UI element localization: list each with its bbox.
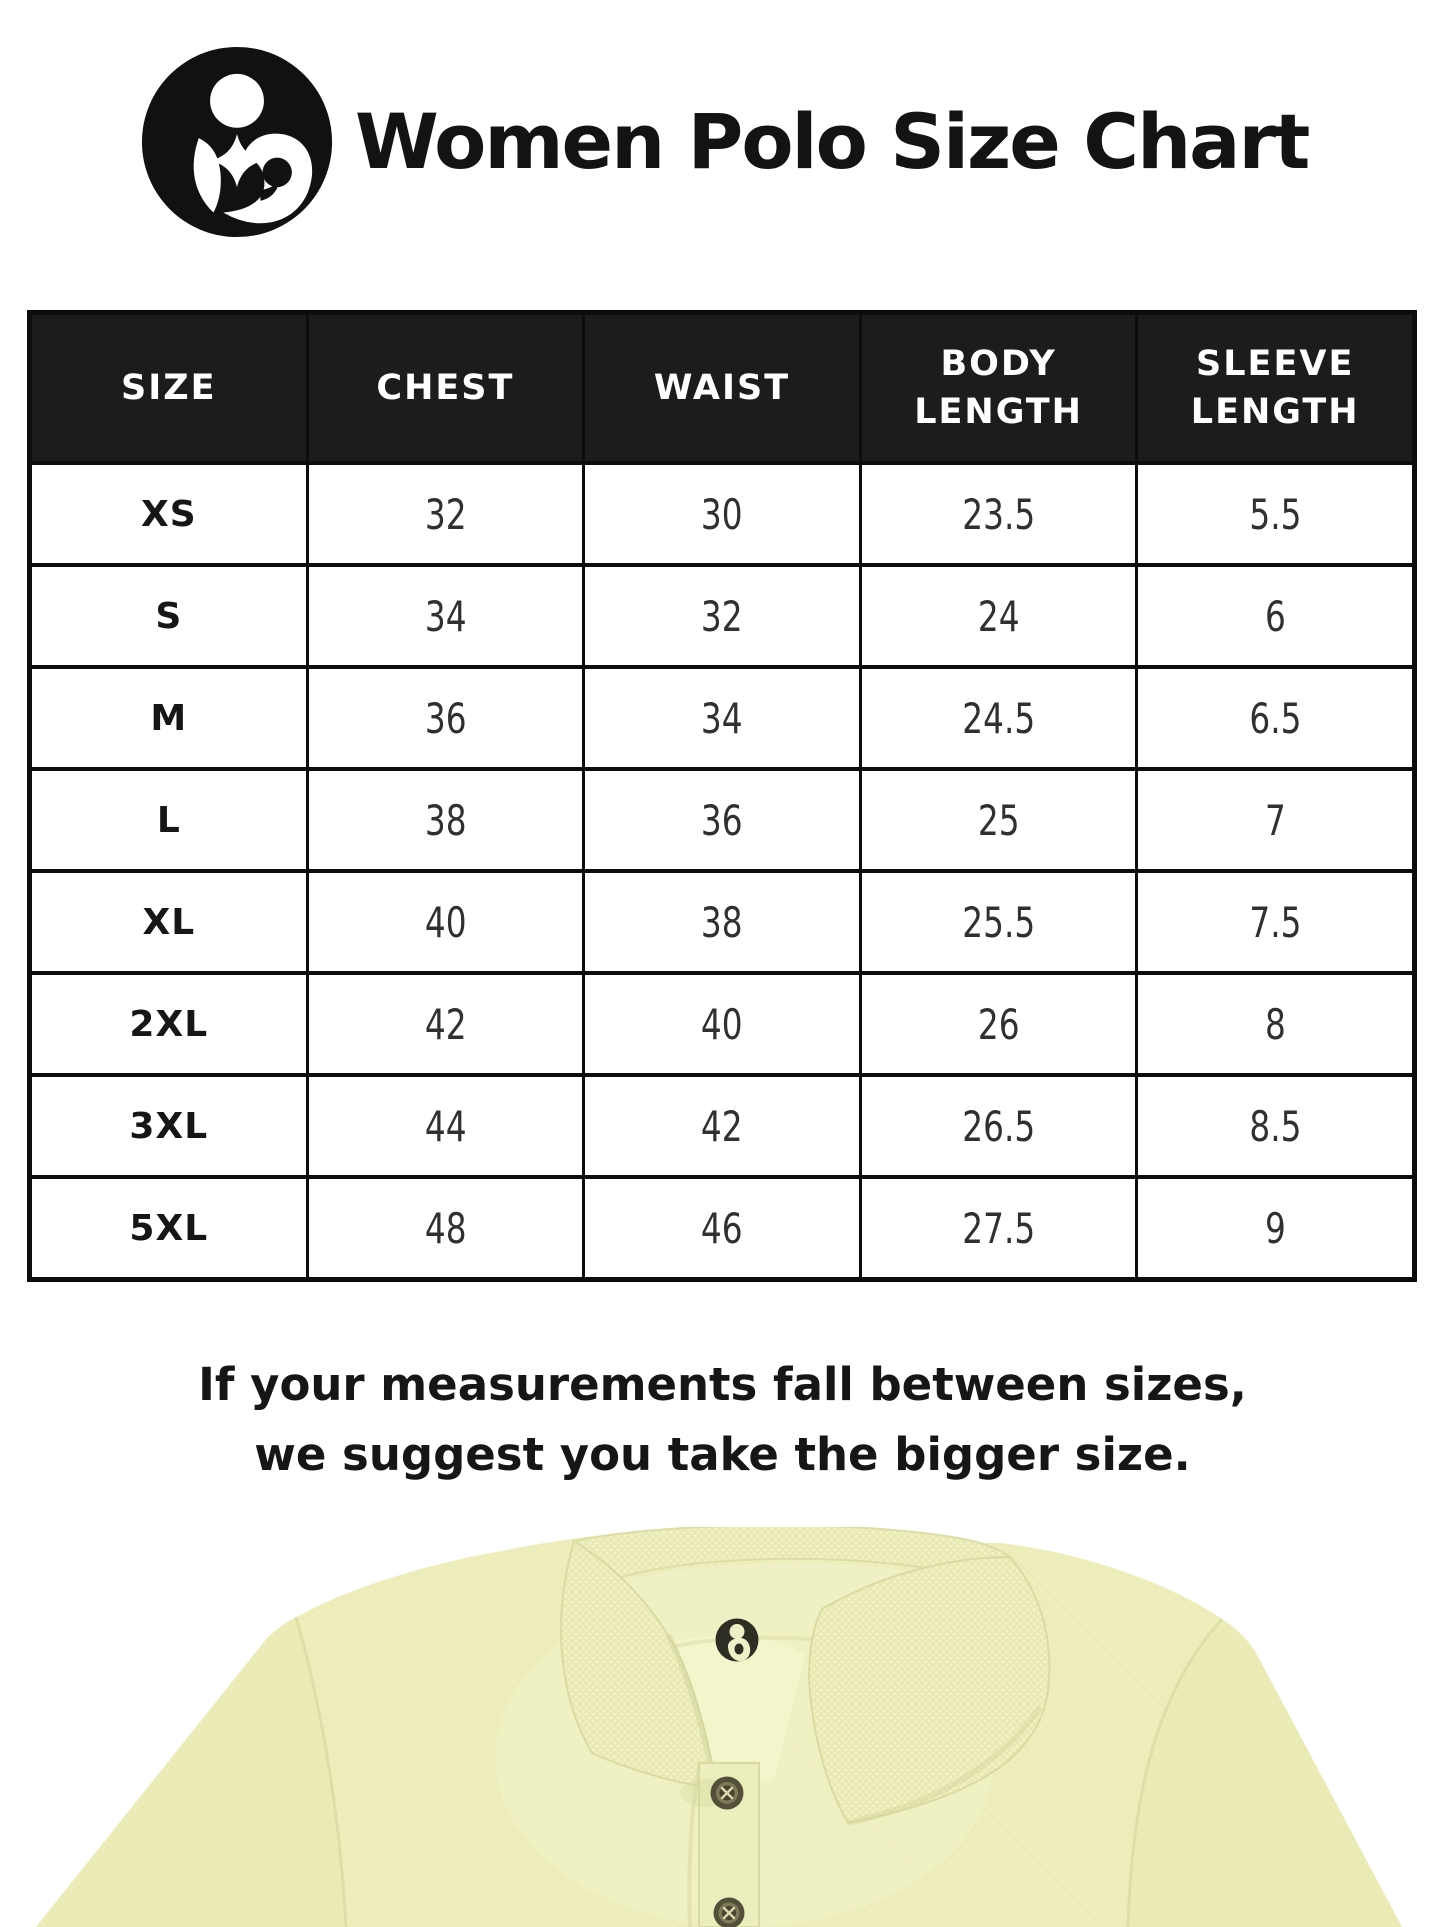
- waist-cell: 40: [585, 975, 859, 1073]
- waist-cell: 42: [585, 1077, 859, 1175]
- page-title: Women Polo Size Chart: [355, 97, 1309, 186]
- chest-cell: 32: [309, 465, 583, 563]
- column-header-size: SIZE: [32, 315, 306, 461]
- column-header-sleeve-length: SLEEVE LENGTH: [1138, 315, 1412, 461]
- chest-cell: 36: [309, 669, 583, 767]
- body-length-cell: 24.5: [862, 669, 1136, 767]
- sleeve-length-cell: 7.5: [1138, 873, 1412, 971]
- chest-cell: 40: [309, 873, 583, 971]
- sleeve-length-cell: 5.5: [1138, 465, 1412, 563]
- waist-cell: 32: [585, 567, 859, 665]
- sleeve-length-cell: 9: [1138, 1179, 1412, 1277]
- waist-cell: 38: [585, 873, 859, 971]
- body-length-cell: 24: [862, 567, 1136, 665]
- size-cell: M: [32, 669, 306, 767]
- size-cell: L: [32, 771, 306, 869]
- chest-cell: 38: [309, 771, 583, 869]
- size-cell: S: [32, 567, 306, 665]
- size-cell: 2XL: [32, 975, 306, 1073]
- chest-cell: 42: [309, 975, 583, 1073]
- fit-note: [0, 1350, 1445, 1490]
- polo-shirt-photo: [0, 1527, 1445, 1927]
- chest-cell: 48: [309, 1179, 583, 1277]
- fit-note-line-2: we suggest you take the bigger size.: [254, 1428, 1191, 1481]
- sleeve-length-cell: 6: [1138, 567, 1412, 665]
- size-cell: XL: [32, 873, 306, 971]
- sleeve-length-cell: 8: [1138, 975, 1412, 1073]
- body-length-cell: 26.5: [862, 1077, 1136, 1175]
- size-chart-table: [27, 310, 1417, 1282]
- body-length-cell: 27.5: [862, 1179, 1136, 1277]
- waist-cell: 34: [585, 669, 859, 767]
- body-length-cell: 25.5: [862, 873, 1136, 971]
- size-cell: XS: [32, 465, 306, 563]
- column-header-waist: WAIST: [585, 315, 859, 461]
- brand-logo-icon: [139, 44, 335, 240]
- chest-cell: 44: [309, 1077, 583, 1175]
- sleeve-length-cell: 6.5: [1138, 669, 1412, 767]
- placket-button-top: [711, 1777, 744, 1810]
- body-length-cell: 23.5: [862, 465, 1136, 563]
- waist-cell: 30: [585, 465, 859, 563]
- column-header-body-length: BODY LENGTH: [862, 315, 1136, 461]
- chest-cell: 34: [309, 567, 583, 665]
- column-header-chest: CHEST: [309, 315, 583, 461]
- sleeve-length-cell: 7: [1138, 771, 1412, 869]
- size-cell: 3XL: [32, 1077, 306, 1175]
- body-length-cell: 26: [862, 975, 1136, 1073]
- collar-brand-logo-icon: [716, 1619, 759, 1662]
- sleeve-length-cell: 8.5: [1138, 1077, 1412, 1175]
- waist-cell: 46: [585, 1179, 859, 1277]
- fit-note-line-1: If your measurements fall between sizes,: [198, 1358, 1247, 1411]
- size-cell: 5XL: [32, 1179, 306, 1277]
- waist-cell: 36: [585, 771, 859, 869]
- body-length-cell: 25: [862, 771, 1136, 869]
